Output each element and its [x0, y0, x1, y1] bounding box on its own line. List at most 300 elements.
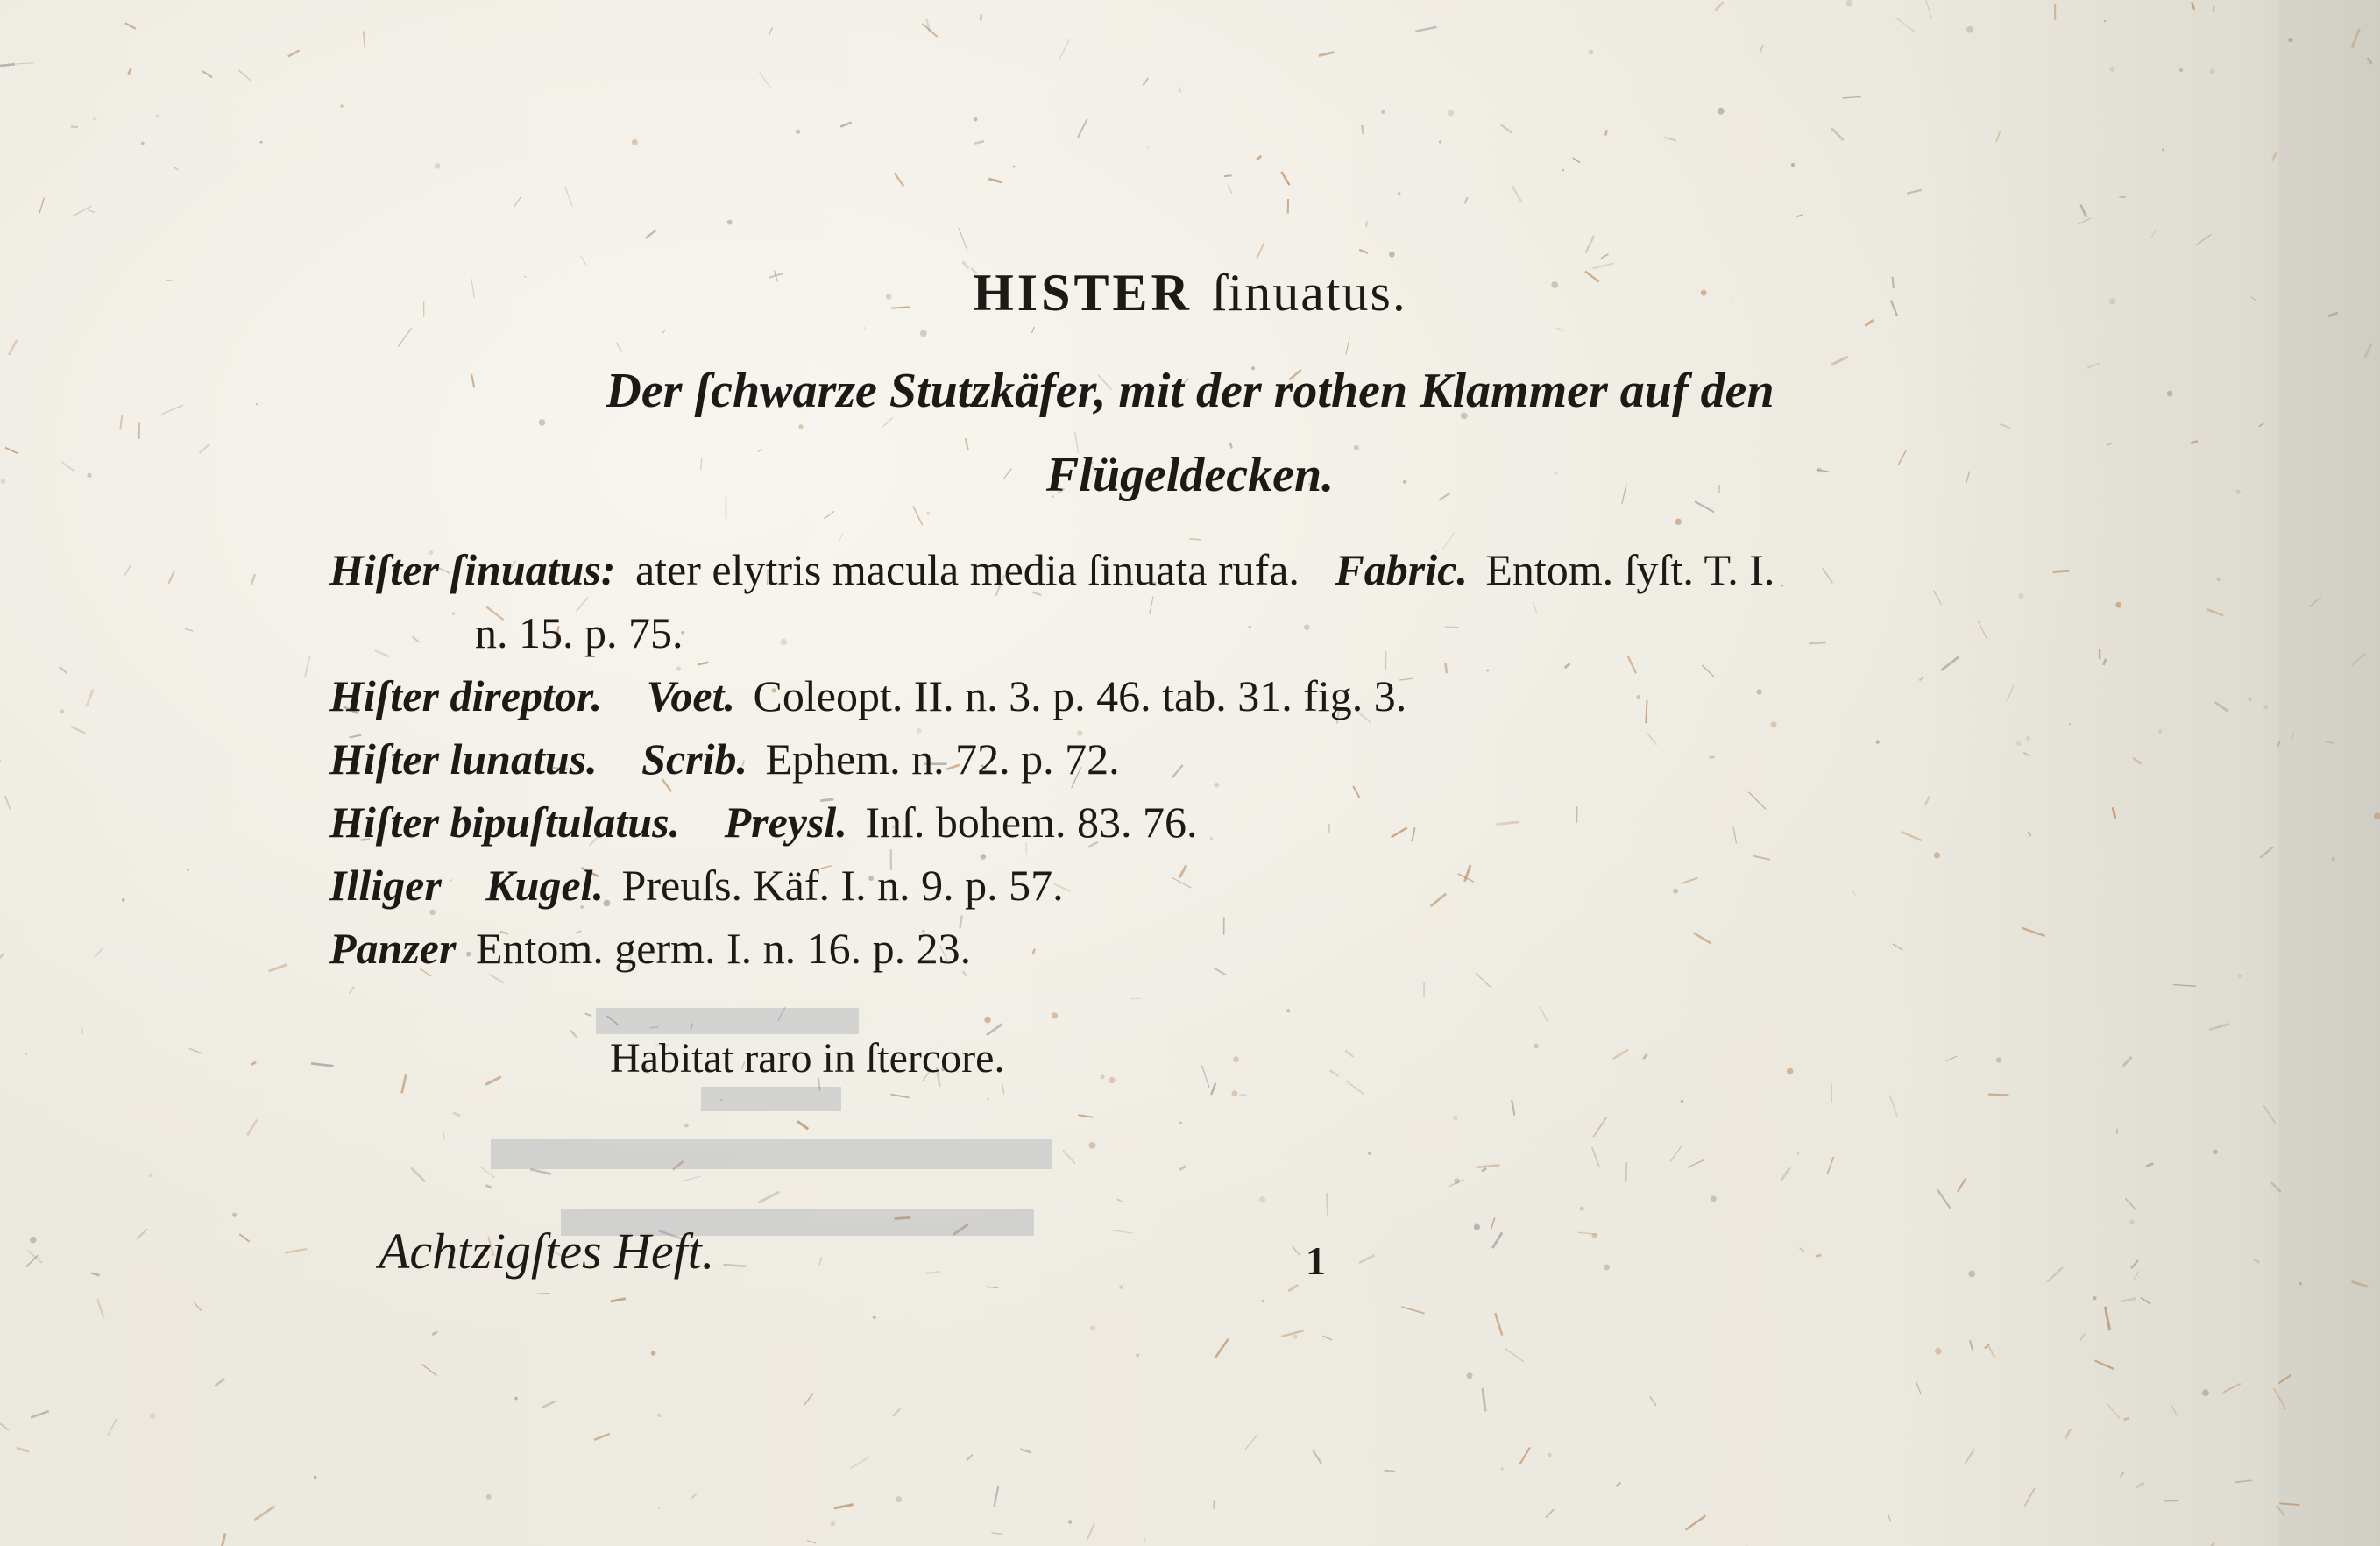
paper-fiber — [1512, 1100, 1514, 1116]
paper-fiber — [1888, 1515, 1891, 1521]
paper-speck — [1286, 1009, 1290, 1012]
paper-fiber — [514, 197, 521, 207]
paper-speck — [658, 1507, 660, 1509]
synonym-entry — [329, 538, 2126, 601]
paper-speck — [1592, 1233, 1597, 1238]
paper-fiber — [2259, 423, 2264, 427]
paper-fiber — [1501, 124, 1512, 132]
paper-fiber — [1650, 1396, 1656, 1406]
paper-fiber — [1593, 1117, 1606, 1137]
paper-fiber — [807, 1541, 816, 1543]
paper-fiber — [1366, 221, 1367, 227]
paper-fiber — [2119, 197, 2126, 198]
synonymy-list — [329, 538, 2126, 980]
paper-fiber — [1201, 1065, 1209, 1087]
synonym-reference: Entom. germ. I. n. 16. p. 23. — [475, 924, 972, 973]
paper-speck — [1791, 163, 1795, 167]
paper-speck — [2248, 698, 2251, 701]
paper-speck — [1439, 140, 1441, 143]
paper-fiber — [2150, 230, 2156, 238]
habitat-note: Habitat raro in ſtercore. — [610, 1035, 1005, 1081]
paper-fiber — [1540, 1006, 1548, 1021]
paper-fiber — [1257, 243, 1264, 258]
paper-speck — [2162, 148, 2164, 151]
paper-fiber — [2125, 1198, 2136, 1210]
paper-fiber — [28, 1251, 42, 1263]
paper-fiber — [16, 63, 34, 64]
paper-fiber — [1546, 1509, 1554, 1517]
paper-speck — [2332, 857, 2335, 861]
synonym-author: Scrib. — [641, 734, 747, 784]
synonym-continuation: n. 15. p. 75. — [475, 608, 684, 657]
paper-fiber — [60, 667, 67, 674]
paper-fiber — [1613, 1050, 1628, 1060]
paper-fiber — [288, 51, 300, 57]
synonym-entry — [329, 727, 2126, 791]
paper-fiber — [82, 1027, 83, 1033]
paper-fiber — [991, 1533, 1002, 1535]
paper-fiber — [0, 1423, 9, 1430]
paper-fiber — [893, 1408, 900, 1416]
paper-fiber — [1988, 1346, 1995, 1358]
paper-fiber — [1491, 1217, 1495, 1229]
synonym-entry — [329, 854, 2126, 917]
paper-speck — [1604, 1265, 1610, 1271]
paper-speck — [1787, 1068, 1793, 1074]
paper-fiber — [2272, 152, 2277, 161]
paper-speck — [1562, 169, 1564, 172]
paper-fiber — [2196, 235, 2211, 245]
paper-speck — [863, 327, 865, 329]
paper-fiber — [1313, 1450, 1321, 1464]
paper-fiber — [1831, 129, 1843, 140]
paper-fiber — [215, 1379, 225, 1386]
paper-speck — [2104, 20, 2106, 22]
synonym-author: Preysl. — [724, 798, 847, 847]
synonym-name: Hiſter ſinuatus: — [329, 545, 616, 594]
paper-fiber — [1827, 1157, 1833, 1174]
paper-fiber — [1664, 138, 1677, 141]
paper-fiber — [565, 187, 572, 207]
synonym-name: Panzer — [329, 924, 457, 973]
paper-speck — [796, 130, 800, 134]
paper-speck — [1935, 1348, 1942, 1355]
paper-speck — [2288, 38, 2293, 43]
paper-speck — [1548, 1453, 1552, 1457]
paper-fiber — [1907, 190, 1922, 194]
paper-fiber — [2107, 1403, 2120, 1418]
paper-fiber — [2223, 1384, 2241, 1393]
paper-fiber — [850, 1457, 869, 1468]
paper-speck — [2179, 68, 2183, 72]
paper-speck — [2217, 578, 2220, 581]
paper-speck — [1381, 110, 1385, 114]
paper-fiber — [71, 126, 78, 127]
paper-fiber — [1347, 1081, 1364, 1095]
paper-fiber — [804, 1394, 813, 1406]
paper-fiber — [1800, 1248, 1805, 1252]
paper-fiber — [39, 198, 44, 214]
synonym-reference: Ephem. n. 72. p. 72. — [765, 734, 1120, 784]
paper-speck — [2129, 1220, 2135, 1225]
paper-fiber — [988, 179, 1002, 182]
paper-fiber — [2141, 1298, 2150, 1304]
synonym-name: Hiſter direptor. — [329, 671, 603, 720]
paper-fiber — [1362, 125, 1364, 135]
paper-speck — [1845, 0, 1852, 7]
synonym-reference: Coleopt. II. n. 3. p. 46. tab. 31. fig. 3. — [753, 671, 1407, 720]
paper-fiber — [2000, 424, 2010, 429]
paper-speck — [2239, 975, 2242, 977]
paper-fiber — [2048, 1267, 2064, 1281]
paper-fiber — [2095, 1361, 2114, 1370]
paper-fiber — [432, 1332, 437, 1335]
paper-fiber — [2120, 1472, 2123, 1478]
paper-fiber — [1519, 1447, 1530, 1464]
paper-speck — [435, 163, 441, 169]
synonym-name: Hiſter lunatus. — [329, 734, 598, 784]
paper-fiber — [189, 1048, 202, 1053]
paper-fiber — [168, 571, 174, 584]
paper-fiber — [194, 1302, 201, 1311]
paper-fiber — [2292, 732, 2293, 739]
paper-speck — [2158, 729, 2162, 733]
paper-fiber — [1211, 1083, 1215, 1096]
synonym-name: Hiſter bipuſtulatus. — [329, 798, 681, 847]
paper-fiber — [0, 954, 4, 961]
paper-speck — [926, 512, 930, 515]
paper-speck — [150, 1413, 156, 1419]
paper-speck — [30, 1237, 36, 1243]
paper-fiber — [1796, 215, 1803, 216]
paper-fiber — [1346, 337, 1349, 354]
paper-fiber — [1482, 1168, 1486, 1171]
paper-fiber — [1143, 78, 1148, 85]
paper-speck — [187, 869, 189, 871]
paper-fiber — [2123, 1057, 2132, 1066]
paper-fiber — [2123, 1418, 2129, 1420]
paper-fiber — [1281, 172, 1289, 185]
paper-speck — [2210, 68, 2215, 74]
paper-fiber — [1329, 1070, 1338, 1076]
paper-speck — [341, 105, 344, 108]
paper-fiber — [251, 1062, 256, 1065]
paper-fiber — [2105, 1307, 2109, 1330]
paper-speck — [232, 1213, 237, 1217]
paper-fiber — [913, 507, 923, 526]
paper-fiber — [2254, 1259, 2259, 1262]
paper-fiber — [1988, 1095, 2008, 1096]
paper-speck — [1534, 1044, 1539, 1049]
paper-fiber — [834, 1505, 854, 1508]
paper-fiber — [73, 206, 92, 216]
paper-fiber — [759, 72, 770, 89]
paper-speck — [1711, 1195, 1717, 1202]
paper-fiber — [1586, 236, 1595, 253]
paper-fiber — [421, 1364, 437, 1375]
paper-fiber — [453, 1113, 461, 1117]
paper-fiber — [2133, 758, 2141, 764]
paper-fiber — [239, 1234, 250, 1242]
paper-speck — [486, 1494, 492, 1500]
paper-fiber — [0, 64, 15, 66]
paper-fiber — [840, 123, 852, 127]
synonym-author: Voet. — [646, 671, 736, 720]
paper-speck — [1589, 50, 1594, 55]
paper-speck — [896, 1496, 902, 1502]
paper-fiber — [364, 32, 365, 48]
paper-fiber — [1293, 1246, 1300, 1256]
paper-speck — [1368, 1152, 1371, 1155]
paper-speck — [1147, 146, 1150, 149]
paper-fiber — [662, 330, 665, 334]
paper-fiber — [1495, 1313, 1502, 1335]
paper-fiber — [1020, 1450, 1031, 1453]
paper-fiber — [2131, 1260, 2138, 1269]
paper-fiber — [97, 1299, 103, 1318]
paper-speck — [1398, 192, 1401, 195]
paper-speck — [651, 1351, 656, 1356]
paper-fiber — [2263, 1106, 2275, 1124]
paper-fiber — [185, 629, 193, 631]
paper-fiber — [1916, 1381, 1921, 1394]
paper-fiber — [311, 1063, 334, 1066]
paper-fiber — [1816, 1255, 1821, 1257]
synonym-reference: Inſ. bohem. 83. 76. — [865, 798, 1198, 847]
paper-fiber — [1483, 1388, 1485, 1412]
paper-fiber — [1087, 1524, 1094, 1540]
paper-speck — [93, 117, 96, 120]
paper-fiber — [1401, 1307, 1424, 1314]
paper-speck — [632, 139, 638, 145]
paper-fiber — [959, 228, 967, 250]
paper-fiber — [1281, 1330, 1303, 1337]
paper-fiber — [2191, 441, 2198, 443]
paper-fiber — [1958, 1179, 1966, 1192]
common-name-line-2: Flügeldecken. — [1045, 448, 1335, 502]
paper-fiber — [895, 173, 904, 186]
paper-fiber — [137, 1229, 147, 1239]
paper-fiber — [89, 210, 95, 213]
paper-fiber — [2207, 609, 2223, 615]
paper-speck — [1233, 1056, 1239, 1062]
paper-speck — [314, 1476, 317, 1479]
paper-fiber — [2133, 1271, 2139, 1280]
paper-fiber — [1323, 1336, 1332, 1340]
paper-fiber — [1643, 1054, 1647, 1060]
paper-speck — [1675, 519, 1682, 525]
paper-fiber — [883, 418, 893, 427]
paper-speck — [1797, 1152, 1800, 1155]
paper-speck — [1068, 1520, 1072, 1523]
paper-fiber — [125, 23, 136, 28]
paper-fiber — [2025, 1488, 2036, 1507]
paper-fiber — [1245, 1435, 1257, 1450]
paper-speck — [1293, 1334, 1297, 1338]
paper-fiber — [1319, 53, 1335, 56]
paper-fiber — [87, 689, 93, 706]
paper-fiber — [305, 656, 310, 677]
paper-speck — [657, 1414, 661, 1417]
synonym-reference: Preuſs. Käf. I. n. 9. p. 57. — [621, 861, 1064, 910]
synonym-entry — [329, 664, 2126, 727]
paper-fiber — [202, 71, 212, 77]
paper-fiber — [1327, 1193, 1328, 1216]
paper-fiber — [1996, 131, 2000, 142]
paper-speck — [1474, 1223, 1480, 1230]
paper-fiber — [1966, 1449, 1974, 1464]
paper-fiber — [1415, 27, 1436, 32]
paper-fiber — [1670, 1145, 1682, 1161]
paper-speck — [1966, 26, 1973, 33]
paper-fiber — [247, 1120, 257, 1136]
paper-fiber — [1288, 1285, 1298, 1291]
paper-fiber — [5, 796, 11, 810]
paper-speck — [1179, 1122, 1182, 1124]
paper-fiber — [2080, 1333, 2085, 1340]
paper-speck — [1448, 110, 1454, 116]
paper-fiber — [646, 230, 656, 238]
paper-fiber — [251, 574, 255, 585]
paper-speck — [1090, 1325, 1095, 1330]
paper-fiber — [31, 1411, 49, 1417]
paper-fiber — [1926, 1, 1932, 19]
paper-fiber — [411, 1167, 425, 1181]
synonym-description: ater elytris macula media ſinuata rufa. — [634, 545, 1300, 594]
paper-fiber — [1179, 87, 1181, 93]
paper-speck — [974, 117, 978, 122]
paper-fiber — [1760, 45, 1764, 53]
paper-fiber — [2235, 1480, 2252, 1482]
paper-speck — [727, 220, 733, 225]
paper-fiber — [221, 1533, 225, 1546]
paper-fiber — [1688, 1160, 1704, 1168]
paper-fiber — [174, 167, 179, 170]
paper-speck — [1259, 1196, 1265, 1202]
paper-fiber — [443, 1132, 444, 1140]
paper-fiber — [285, 1249, 307, 1252]
paper-fiber — [2173, 985, 2196, 987]
paper-speck — [2263, 705, 2269, 710]
paper-fiber — [91, 1273, 99, 1276]
synonym-author: Fabric. — [1335, 545, 1468, 594]
paper-fiber — [1896, 18, 1916, 33]
paper-speck — [2093, 1296, 2096, 1300]
paper-fiber — [2107, 443, 2112, 446]
synonym-name: Illiger — [329, 861, 442, 910]
paper-fiber — [139, 422, 140, 438]
paper-fiber — [1505, 1349, 1524, 1362]
paper-speck — [260, 141, 263, 144]
paper-fiber — [238, 70, 251, 82]
paper-fiber — [1970, 1340, 1973, 1351]
paper-fiber — [1224, 175, 1232, 176]
paper-speck — [2202, 1389, 2209, 1396]
synonym-entry — [329, 791, 2126, 854]
paper-speck — [2299, 1282, 2302, 1285]
paper-speck — [1580, 1207, 1584, 1211]
paper-fiber — [1359, 1255, 1375, 1263]
paper-fiber — [1555, 328, 1563, 331]
paper-fiber — [1592, 1147, 1600, 1167]
paper-fiber — [1686, 1516, 1706, 1530]
paper-fiber — [1214, 1501, 1215, 1509]
paper-speck — [1136, 1354, 1138, 1357]
paper-fiber — [1385, 1471, 1396, 1472]
paper-speck — [1968, 1271, 1975, 1278]
paper-speck — [831, 1521, 836, 1527]
paper-fiber — [2192, 2, 2194, 10]
paper-fiber — [2215, 702, 2228, 711]
paper-fiber — [1946, 1056, 1958, 1061]
genus-name: HISTER — [973, 264, 1193, 322]
paper-speck — [2213, 1150, 2217, 1154]
paper-fiber — [1573, 158, 1580, 162]
paper-fiber — [825, 511, 835, 519]
paper-fiber — [0, 760, 1, 768]
paper-fiber — [128, 68, 131, 74]
paper-fiber — [2171, 1404, 2177, 1415]
synonym-reference: Entom. ſyſt. T. I. — [1485, 545, 1775, 594]
paper-speck — [1013, 166, 1016, 168]
paper-speck — [156, 114, 159, 117]
paper-speck — [798, 424, 803, 429]
paper-fiber — [1464, 197, 1467, 203]
paper-fiber — [611, 1299, 626, 1301]
paper-fiber — [1359, 250, 1368, 253]
common-name-line-1: Der ſchwarze Stutzkäfer, mit der rothen Klammer auf den — [606, 364, 1774, 418]
paper-fiber — [1130, 998, 1141, 999]
paper-speck — [873, 1316, 876, 1319]
paper-fiber — [2065, 1429, 2071, 1439]
paper-fiber — [1601, 254, 1608, 259]
paper-fiber — [1842, 96, 1860, 98]
paper-fiber — [255, 1507, 275, 1520]
paper-fiber — [1031, 327, 1034, 333]
synonym-entry — [329, 917, 2126, 980]
paper-fiber — [769, 27, 772, 36]
paper-fiber — [398, 328, 412, 347]
paper-fiber — [616, 343, 622, 352]
paper-fiber — [350, 987, 355, 994]
paper-fiber — [71, 727, 86, 734]
species-heading — [0, 263, 2380, 323]
paper-fiber — [2213, 6, 2214, 12]
paper-fiber — [1492, 1232, 1502, 1248]
paper-fiber — [594, 1434, 610, 1440]
paper-speck — [514, 1397, 518, 1401]
paper-speck — [2110, 67, 2115, 72]
paper-speck — [1262, 1300, 1264, 1302]
paper-fiber — [1617, 1483, 1621, 1486]
paper-speck — [1501, 1468, 1504, 1471]
paper-speck — [1389, 252, 1395, 258]
paper-fiber — [2136, 1483, 2144, 1488]
paper-fiber — [2260, 847, 2273, 857]
paper-speck — [920, 330, 927, 337]
paper-fiber — [691, 1494, 696, 1499]
paper-speck — [122, 898, 125, 902]
paper-speck — [60, 709, 64, 713]
paper-speck — [1453, 1116, 1457, 1120]
paper-fiber — [1476, 1165, 1499, 1167]
species-name: ſinuatus. — [1211, 264, 1407, 322]
paper-fiber — [1144, 1536, 1145, 1542]
paper-fiber — [2078, 218, 2091, 224]
paper-fiber — [994, 1486, 998, 1507]
signature-mark: 1 — [1306, 1238, 1326, 1283]
paper-speck — [1454, 1178, 1460, 1184]
